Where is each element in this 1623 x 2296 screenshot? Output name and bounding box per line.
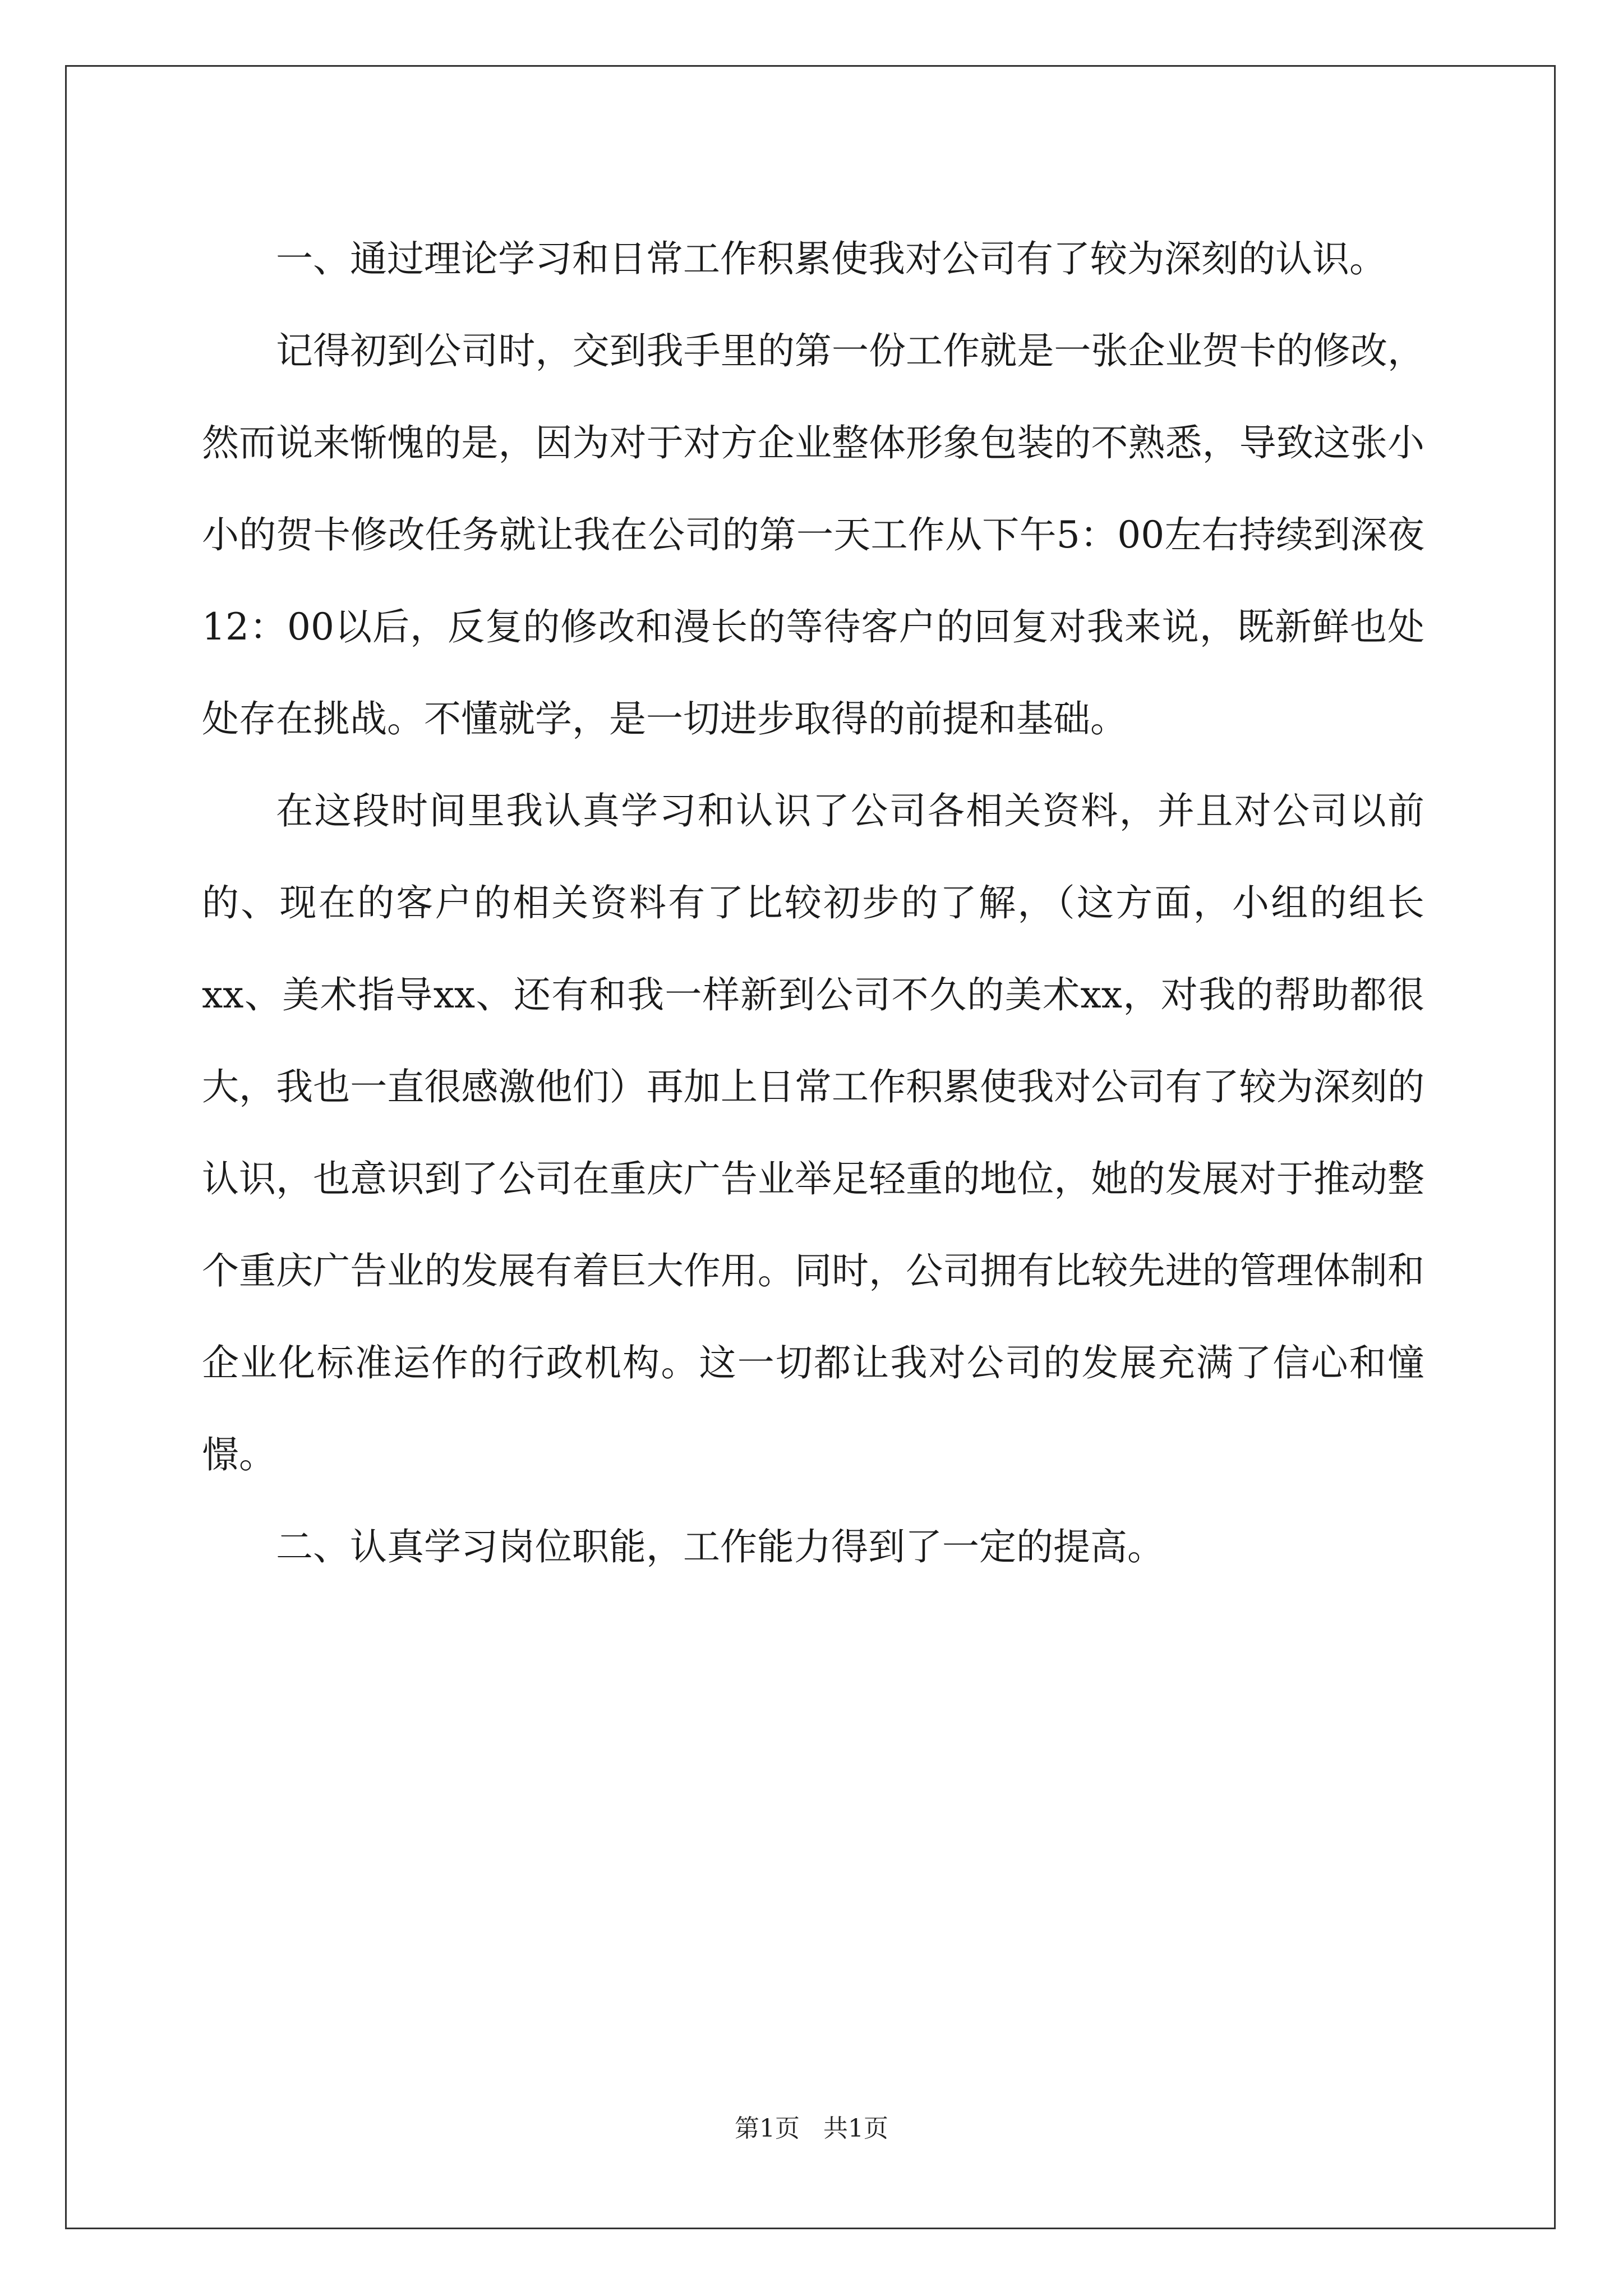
page-number-current: 第1页 (735, 2114, 800, 2143)
footer-gap (800, 2114, 823, 2143)
paragraph-3: 在这段时间里我认真学习和认识了公司各相关资料，并且对公司以前的、现在的客户的相关资料有了比较初步的了解，（这方面，小组的组长xx、美术指导xx、还有和我一样新到公司不久的美术xx，对我的帮助都很大，我也一直很感激他们）再加上日常工作积累使我对公司有了较为深刻的认识，也意识到了公司在重庆广告业举足轻重的地位，她的发展对于推动整个重庆广告业的发展有着巨大作用。同时，公司拥有比较先进的管理体制和企业化标准运作的行政机构。这一切都让我对公司的发展充满了信心和憧憬。 (202, 789, 1424, 1476)
paragraph-2: 记得初到公司时，交到我手里的第一份工作就是一张企业贺卡的修改，然而说来惭愧的是，因为对于对方企业整体形象包装的不熟悉，导致这张小小的贺卡修改任务就让我在公司的第一天工作从下午5：00左右持续到深夜12：00以后，反复的修改和漫长的等待客户的回复对我来说，既新鲜也处处存在挑战。不懂就学，是一切进步取得的前提和基础。 (202, 329, 1424, 740)
document-body (202, 213, 1424, 1593)
page-number-total: 共1页 (823, 2114, 888, 2143)
paragraph-1: 一、通过理论学习和日常工作积累使我对公司有了较为深刻的认识。 (276, 237, 1386, 280)
page-footer (0, 2112, 1623, 2146)
paragraph-4: 二、认真学习岗位职能，工作能力得到了一定的提高。 (276, 1525, 1164, 1568)
